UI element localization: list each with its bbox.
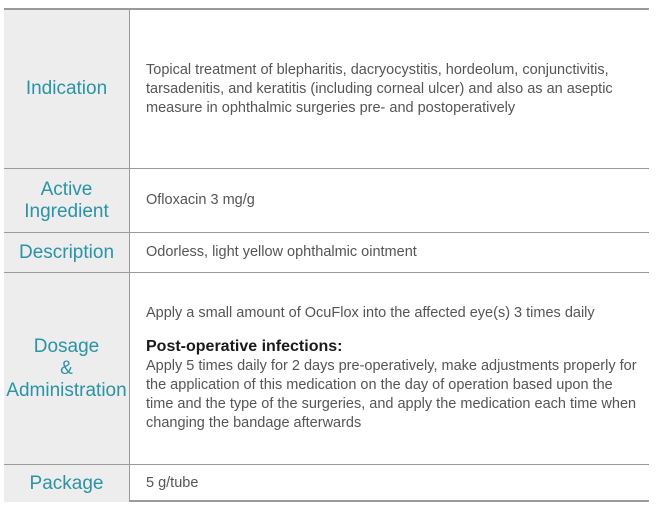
product-info-table xyxy=(4,8,649,502)
row-label xyxy=(4,10,130,168)
row-content xyxy=(130,10,649,168)
description-text: Odorless, light yellow ophthalmic ointment xyxy=(146,244,417,260)
row-package xyxy=(4,464,649,502)
post-operative-subheading: Post-operative infections: xyxy=(146,338,343,355)
label-line: Ingredient xyxy=(24,200,109,222)
row-content xyxy=(130,169,649,232)
row-content xyxy=(130,273,649,464)
row-label xyxy=(4,233,130,272)
label-line: Administration xyxy=(6,379,127,401)
label-line: Description xyxy=(18,241,115,263)
row-content xyxy=(130,465,649,502)
row-label xyxy=(4,465,130,502)
row-dosage-administration xyxy=(4,272,649,464)
label-line: Indication xyxy=(25,78,108,99)
post-operative-text: Apply 5 times daily for 2 days pre-operatively, make adjustments properly for the application of this medication on the day of operation based upon the time and the type of the surgeries, and apply the medication each time when changing the bandage afterwards xyxy=(146,358,637,431)
package-text: 5 g/tube xyxy=(146,475,199,491)
row-description xyxy=(4,232,649,272)
indication-text: Topical treatment of blepharitis, dacryocystitis, hordeolum, conjunctivitis, tarsadenitis, and keratitis (including corneal ulcer) and also as an aseptic measure in ophthalmic surgeries pre- and postoperatively xyxy=(146,61,613,116)
row-active-ingredient xyxy=(4,168,649,232)
dosage-intro-text: Apply a small amount of OcuFlox into the affected eye(s) 3 times daily xyxy=(146,305,595,321)
label-line: & xyxy=(60,357,73,379)
label-line: Dosage xyxy=(33,335,100,357)
active-ingredient-text: Ofloxacin 3 mg/g xyxy=(146,192,255,208)
row-content xyxy=(130,233,649,272)
label-line: Active xyxy=(40,178,93,200)
label-line: Package xyxy=(29,472,104,494)
row-label xyxy=(4,273,130,464)
row-indication xyxy=(4,10,649,168)
row-label xyxy=(4,169,130,232)
